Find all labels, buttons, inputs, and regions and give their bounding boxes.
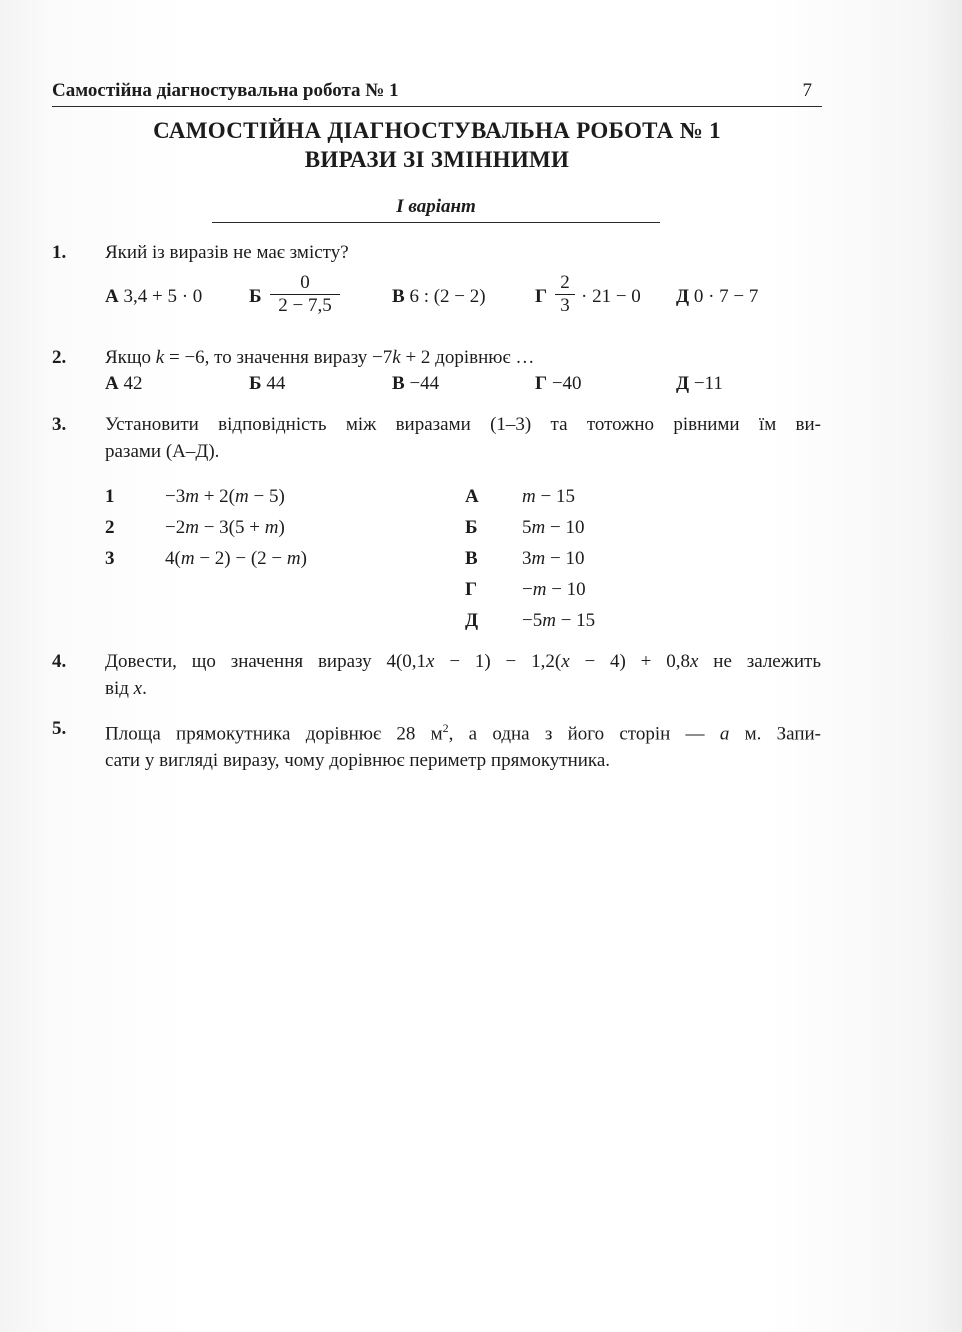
q4-text-line-2 xyxy=(105,675,821,702)
q2-g-label: Г xyxy=(535,373,548,394)
q4-l2-part-b: . xyxy=(142,678,147,699)
q3-right-v-part-1: 3 xyxy=(522,548,532,569)
q2-g-value: −40 xyxy=(551,373,582,394)
q2-a-value: 42 xyxy=(123,373,143,394)
q5-text xyxy=(105,715,821,774)
q3-left-3-number: 3 xyxy=(105,548,115,569)
running-title: Самостійна діагностувальна робота № 1 xyxy=(52,80,399,101)
q2-b-label: Б xyxy=(249,373,262,394)
q2-option-v xyxy=(392,373,439,395)
q1-g-numerator: 2 xyxy=(560,272,570,293)
q3-left-3-part-3: ) xyxy=(300,548,307,569)
q1-option-d xyxy=(676,286,758,308)
q2-number: 2. xyxy=(52,347,67,368)
q3-right-b-label: Б xyxy=(465,517,478,538)
q3-right-b-var: m xyxy=(531,517,546,538)
q3-left-1-var-1: m xyxy=(185,486,199,507)
q2-v-value: −44 xyxy=(409,373,440,394)
q4-l2-part-a: від xyxy=(105,678,134,699)
q3-right-b-part-2: − 10 xyxy=(545,517,585,538)
q2-d-value: −11 xyxy=(693,373,723,394)
q1-b-fraction xyxy=(270,272,340,317)
q3-right-b-expr xyxy=(522,517,584,539)
q3-right-a-part-2: − 15 xyxy=(535,486,575,507)
q4-l1-var-3: x xyxy=(690,651,699,672)
title-line-2: ВИРАЗИ ЗІ ЗМІННИМИ xyxy=(304,147,570,172)
q3-left-2-var-1: m xyxy=(185,517,199,538)
page-title xyxy=(52,116,822,174)
q4-l1-part-d: не залежить xyxy=(698,651,822,672)
q1-a-label: А xyxy=(105,286,119,307)
q2-text xyxy=(105,347,534,369)
q3-left-3-var-1: m xyxy=(180,548,195,569)
q5-text-line-2: сати у вигляді виразу, чому дорівнює периметр прямокутника. xyxy=(105,750,611,772)
q3-left-3-part-2: − 2) − (2 − xyxy=(194,548,287,569)
q3-left-2-part-2: − 3(5 + xyxy=(198,517,265,538)
q3-right-b-part-1: 5 xyxy=(522,517,532,538)
q3-right-v-expr xyxy=(522,548,584,570)
q2-var-k2: k xyxy=(392,347,401,368)
q5-l1-part-a: Площа прямокутника дорівнює 28 м xyxy=(105,723,443,745)
q3-left-1-part-3: − 5) xyxy=(248,486,285,507)
q3-right-g-part-2: − 10 xyxy=(546,579,586,600)
q3-right-a-label: А xyxy=(465,486,479,507)
q1-g-fraction xyxy=(555,272,575,317)
q3-left-1-part-2: + 2( xyxy=(198,486,235,507)
q3-left-1-number: 1 xyxy=(105,486,115,507)
q1-b-label: Б xyxy=(249,286,262,307)
q1-option-v xyxy=(392,286,486,308)
q2-option-a xyxy=(105,373,142,395)
q3-right-g-expr xyxy=(522,579,586,601)
title-line-1: САМОСТІЙНА ДІАГНОСТУВАЛЬНА РОБОТА № 1 xyxy=(153,118,721,143)
q4-number: 4. xyxy=(52,651,67,672)
q4-text xyxy=(105,648,821,702)
q1-g-denominator: 3 xyxy=(555,294,575,317)
q3-left-3-var-2: m xyxy=(286,548,301,569)
q2-v-label: В xyxy=(392,373,405,394)
q4-text-line-1 xyxy=(105,648,821,675)
running-header xyxy=(52,78,822,107)
q3-right-d-var: m xyxy=(542,610,556,631)
q2-option-b xyxy=(249,373,285,395)
q1-d-label: Д xyxy=(676,286,690,307)
q1-v-label: В xyxy=(392,286,405,307)
q3-right-d-expr xyxy=(522,610,595,632)
q2-text-post: + 2 дорівнює … xyxy=(400,347,535,368)
q2-var-k: k xyxy=(155,347,165,368)
q3-left-1-var-2: m xyxy=(235,486,249,507)
q4-l1-part-a: Довести, що значення виразу 4(0,1 xyxy=(105,651,427,672)
q3-left-2-expr xyxy=(165,517,285,539)
q3-right-v-var: m xyxy=(531,548,546,569)
q3-number: 3. xyxy=(52,414,67,435)
q3-left-3-expr xyxy=(165,548,307,570)
q4-l1-part-c: − 4) + 0,8 xyxy=(569,651,690,672)
q4-l1-part-b: − 1) − 1,2( xyxy=(434,651,562,672)
page-number: 7 xyxy=(802,80,812,101)
variant-heading: І варіант xyxy=(212,196,660,223)
q3-text xyxy=(105,411,821,465)
q2-b-value: 44 xyxy=(266,373,286,394)
q5-l1-var: a xyxy=(719,723,730,745)
q3-left-2-part-3: ) xyxy=(278,517,285,538)
q3-text-line-1: Установити відповідність між виразами (1–3) та тотожно рівними їм ви- xyxy=(105,414,821,435)
q1-b-numerator: 0 xyxy=(300,272,310,293)
q2-text-pre: Якщо xyxy=(105,347,156,368)
q5-l1-superscript: 2 xyxy=(442,721,449,735)
q3-left-1-expr xyxy=(165,486,285,508)
q3-left-2-var-2: m xyxy=(264,517,279,538)
q3-right-g-var: m xyxy=(532,579,547,600)
q1-g-rest: · 21 − 0 xyxy=(581,286,641,307)
q3-right-a-var: m xyxy=(522,486,536,507)
q2-text-mid: = −6, то значення виразу −7 xyxy=(164,347,393,368)
q5-l1-part-b: , а одна з його сторін — xyxy=(448,723,720,745)
q1-g-label: Г xyxy=(535,286,548,307)
q3-left-1-part-1: −3 xyxy=(165,486,186,507)
q1-text: Який із виразів не має змісту? xyxy=(105,242,349,263)
q3-left-3-part-1: 4( xyxy=(165,548,181,569)
q1-a-expr: 3,4 + 5 · 0 xyxy=(123,286,203,307)
q3-right-d-part-2: − 15 xyxy=(555,610,596,631)
q3-right-d-part-1: −5 xyxy=(522,610,543,631)
q3-left-2-number: 2 xyxy=(105,517,115,538)
q2-option-d xyxy=(676,373,723,395)
q3-right-a-expr xyxy=(522,486,575,508)
q3-right-g-label: Г xyxy=(465,579,478,600)
q5-text-line-1 xyxy=(105,715,821,747)
q2-a-label: А xyxy=(105,373,119,394)
q3-right-v-part-2: − 10 xyxy=(545,548,585,569)
q3-right-g-part-1: − xyxy=(522,579,533,600)
q4-l2-var: x xyxy=(133,678,143,699)
q1-d-expr: 0 · 7 − 7 xyxy=(693,286,759,307)
q1-number: 1. xyxy=(52,242,67,263)
q2-option-g xyxy=(535,373,582,395)
q3-text-line-2: разами (А–Д). xyxy=(105,441,220,462)
q1-v-expr: 6 : (2 − 2) xyxy=(409,286,486,307)
q3-right-d-label: Д xyxy=(465,610,479,631)
q5-l1-part-c: м. Запи- xyxy=(729,723,821,745)
q2-d-label: Д xyxy=(676,373,690,394)
q1-b-denominator: 2 − 7,5 xyxy=(270,294,340,317)
q3-right-v-label: В xyxy=(465,548,478,569)
q1-option-a xyxy=(105,286,202,308)
q3-left-2-part-1: −2 xyxy=(165,517,186,538)
q4-l1-var-1: x xyxy=(426,651,435,672)
q5-number: 5. xyxy=(52,718,67,739)
q4-l1-var-2: x xyxy=(561,651,570,672)
